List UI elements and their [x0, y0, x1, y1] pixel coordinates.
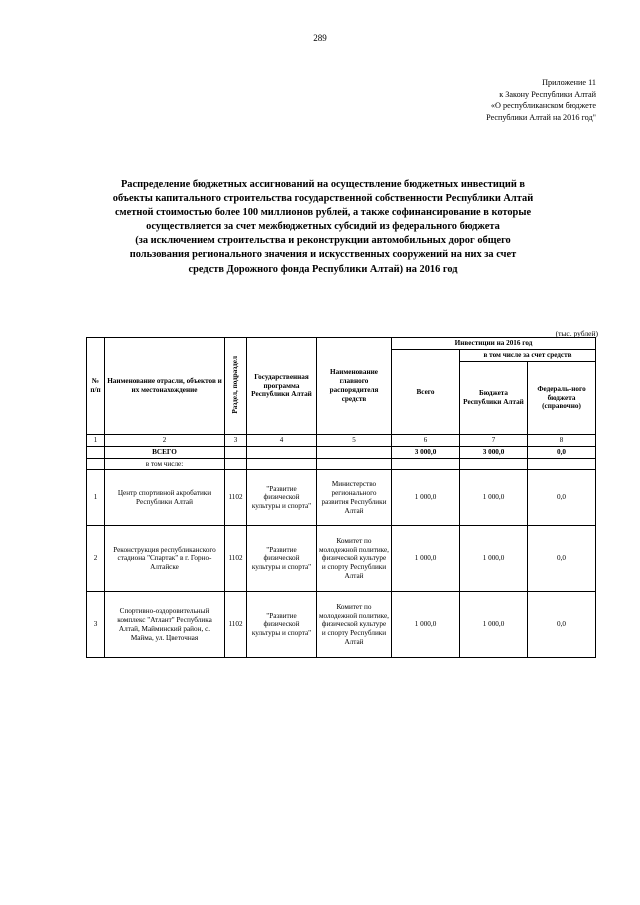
total-republic: 3 000,0	[460, 446, 528, 458]
page-number: 289	[313, 33, 327, 43]
row-total: 1 000,0	[392, 526, 460, 592]
title-line: средств Дорожного фонда Республики Алтай) на 2016 год	[188, 263, 458, 275]
row-num: 2	[87, 526, 105, 592]
sub-manager	[317, 458, 392, 470]
appendix-line: Республики Алтай на 2016 год"	[486, 112, 596, 122]
title-line: объекты капитального строительства государственной собственности Республики Алтай	[112, 193, 534, 205]
row-federal: 0,0	[528, 470, 596, 526]
header-investments: Инвестиции на 2016 год	[392, 338, 596, 350]
total-manager	[317, 446, 392, 458]
header-row	[87, 338, 596, 350]
row-name: Реконструкция республиканского стадиона "Спартак" в г. Горно-Алтайске	[105, 526, 225, 592]
header-total: Всего	[392, 350, 460, 435]
column-number: 5	[317, 435, 392, 447]
column-number: 1	[87, 435, 105, 447]
row-section: 1102	[225, 526, 247, 592]
column-number: 2	[105, 435, 225, 447]
row-manager: Министерство регионального развития Республики Алтай	[317, 470, 392, 526]
row-total: 1 000,0	[392, 470, 460, 526]
header-num: № п/п	[87, 338, 105, 435]
row-federal: 0,0	[528, 526, 596, 592]
title-line: (за исключением строительства и реконструкции автомобильных дорог общего	[135, 235, 511, 247]
sub-section	[225, 458, 247, 470]
column-number: 4	[247, 435, 317, 447]
column-number: 7	[460, 435, 528, 447]
row-republic: 1 000,0	[460, 592, 528, 658]
row-republic: 1 000,0	[460, 470, 528, 526]
sub-total	[392, 458, 460, 470]
header-republic: Бюджета Республики Алтай	[460, 362, 528, 435]
row-num: 3	[87, 592, 105, 658]
row-section: 1102	[225, 470, 247, 526]
subheading: в том числе:	[105, 458, 225, 470]
row-program: "Развитие физической культуры и спорта"	[247, 526, 317, 592]
column-number: 3	[225, 435, 247, 447]
table-row	[87, 592, 596, 658]
total-row	[87, 446, 596, 458]
column-number: 8	[528, 435, 596, 447]
row-republic: 1 000,0	[460, 526, 528, 592]
total-federal: 0,0	[528, 446, 596, 458]
budget-table	[86, 337, 596, 658]
units-label: (тыс. рублей)	[555, 329, 598, 338]
row-section: 1102	[225, 592, 247, 658]
row-manager: Комитет по молодежной политике, физической культуре и спорту Республики Алтай	[317, 526, 392, 592]
sub-federal	[528, 458, 596, 470]
total-num	[87, 446, 105, 458]
row-name: Спортивно-оздоровительный комплекс "Атлант" Республика Алтай, Майминский район, с. Майма, ул. Цветочная	[105, 592, 225, 658]
column-number: 6	[392, 435, 460, 447]
appendix-note	[486, 77, 596, 123]
header-section: Раздел, подраздел	[231, 355, 240, 414]
row-federal: 0,0	[528, 592, 596, 658]
column-numbers-row	[87, 435, 596, 447]
table-row	[87, 470, 596, 526]
header-including: в том числе за счет средств	[460, 350, 596, 362]
row-name: Центр спортивной акробатики Республики Алтай	[105, 470, 225, 526]
sub-num	[87, 458, 105, 470]
header-federal: Федераль-ного бюджета (справочно)	[528, 362, 596, 435]
appendix-line: к Закону Республики Алтай	[499, 89, 596, 99]
row-program: "Развитие физической культуры и спорта"	[247, 592, 317, 658]
row-program: "Развитие физической культуры и спорта"	[247, 470, 317, 526]
appendix-line: «О республиканском бюджете	[490, 101, 596, 111]
row-manager: Комитет по молодежной политике, физической культуре и спорту Республики Алтай	[317, 592, 392, 658]
total-section	[225, 446, 247, 458]
header-program: Государственная программа Республики Алтай	[247, 338, 317, 435]
document-title	[80, 178, 566, 277]
title-line: пользования регионального значения и искусственных сооружений на них за счет	[129, 249, 517, 261]
sub-republic	[460, 458, 528, 470]
total-label: ВСЕГО	[105, 446, 225, 458]
sub-program	[247, 458, 317, 470]
title-line: осуществляется за счет межбюджетных субсидий из федерального бюджета	[146, 221, 500, 233]
header-section-cell	[225, 338, 247, 435]
total-program	[247, 446, 317, 458]
total-sum: 3 000,0	[392, 446, 460, 458]
table-row	[87, 526, 596, 592]
row-num: 1	[87, 470, 105, 526]
header-name: Наименование отрасли, объектов и их местонахождение	[105, 338, 225, 435]
subheading-row	[87, 458, 596, 470]
title-line: Распределение бюджетных ассигнований на осуществление бюджетных инвестиций в	[120, 179, 526, 190]
header-manager: Наименование главного распорядителя средств	[317, 338, 392, 435]
appendix-line: Приложение 11	[542, 78, 596, 87]
title-line: сметной стоимостью более 100 миллионов рублей, а также софинансирование в которые	[114, 207, 532, 219]
row-total: 1 000,0	[392, 592, 460, 658]
